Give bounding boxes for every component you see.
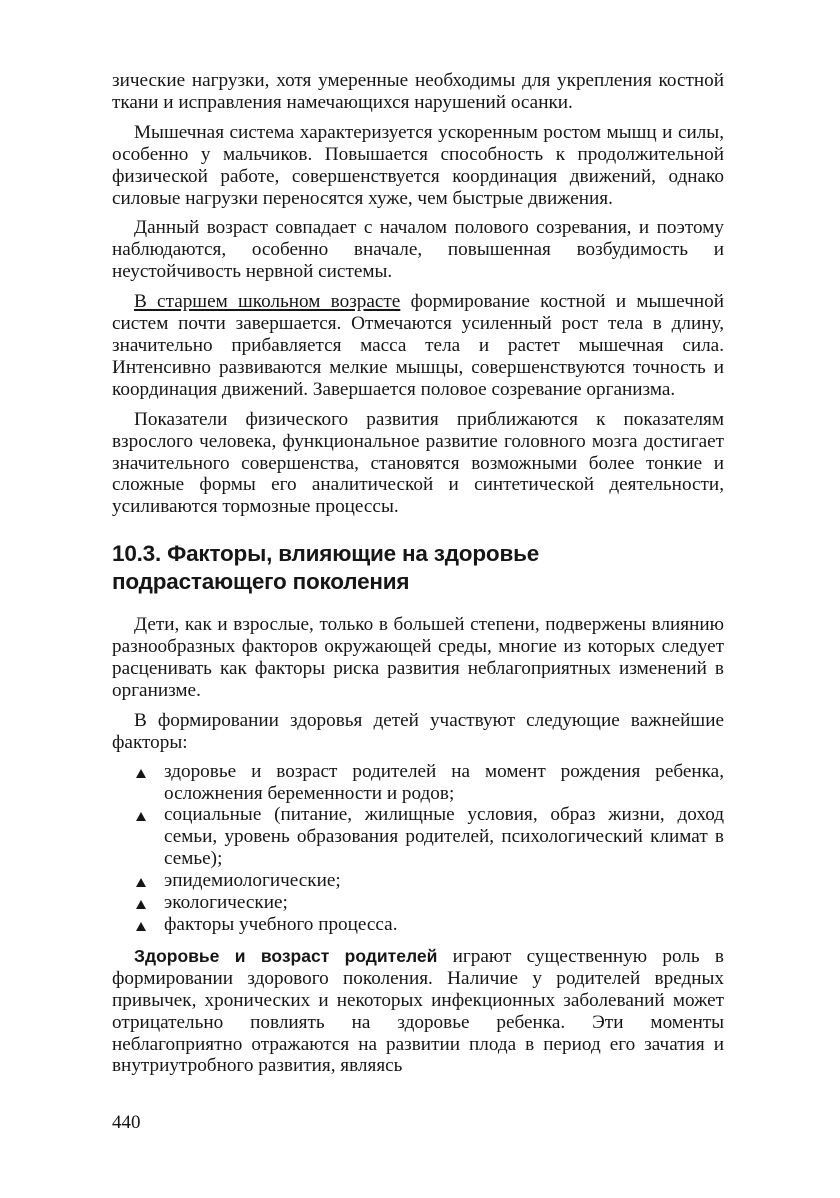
triangle-bullet-icon (136, 878, 146, 887)
heading-line-2: подрастающего поколения (112, 569, 410, 595)
underlined-lead: В старшем школьном возрасте (134, 291, 401, 313)
list-item: экологические; (112, 892, 724, 914)
factors-list (112, 761, 724, 936)
triangle-bullet-icon (136, 812, 146, 821)
page-number: 440 (112, 1112, 141, 1133)
list-item: факторы учебного процесса. (112, 914, 724, 936)
triangle-bullet-icon (136, 769, 146, 778)
section-heading (112, 540, 724, 596)
page-body (112, 70, 724, 1077)
paragraph-factors-intro: В формировании здоровья детей участвуют следующие важнейшие факторы: (112, 709, 724, 753)
triangle-bullet-icon (136, 900, 146, 909)
run-in-heading: Здоровье и возраст родителей (134, 945, 438, 966)
list-item: социальные (питание, жилищные условия, образ жизни, доход семьи, уровень образования родителей, психологический климат в семье); (112, 804, 724, 870)
list-item: эпидемиологические; (112, 870, 724, 892)
paragraph-text: формирование костной и мышечной систем почти завершается. Отмечаются усиленный рост тела в длину, значительно прибавляется масса тела и растет мышечная сила. Интенсивно развиваются мелкие мышцы, совершенствуются точность и координация движений. Завершается половое созревание организма. (112, 291, 724, 400)
paragraph-parents-health (112, 946, 724, 1077)
paragraph-text: играют существенную роль в формировании здорового поколения. Наличие у родителей вредных привычек, хронических и некоторых инфекционных заболеваний может отрицательно повлиять на здоровье ребенка. Эти моменты неблагоприятно отражаются на развитии плода в период его зачатия и внутриутробного развития, являясь (112, 945, 724, 1077)
heading-line-1: 10.3. Факторы, влияющие на здоровье (112, 541, 540, 567)
paragraph-senior-school-age (112, 291, 724, 401)
paragraph-physical-indicators: Показатели физического развития приближаются к показателям взрослого человека, функциональное развитие головного мозга достигает значительного совершенства, становятся возможными более тонкие и сложные формы его аналитической и синтетической деятельности, усиливаются тормозные процессы. (112, 408, 724, 518)
paragraph-muscular-system: Мышечная система характеризуется ускоренным ростом мышц и силы, особенно у мальчиков. Повышается способность к продолжительной физической работе, совершенствуется координация движений, однако силовые нагрузки переносятся хуже, чем быстрые движения. (112, 121, 724, 209)
paragraph-children-factors: Дети, как и взрослые, только в большей степени, подвержены влиянию разнообразных факторов окружающей среды, многие из которых следует расценивать как факторы риска развития неблагоприятных изменений в организме. (112, 614, 724, 701)
triangle-bullet-icon (136, 922, 146, 931)
paragraph-posture: зические нагрузки, хотя умеренные необходимы для укрепления костной ткани и исправления намечающихся нарушений осанки. (112, 70, 724, 113)
list-item: здоровье и возраст родителей на момент рождения ребенка, осложнения беременности и родов; (112, 761, 724, 805)
paragraph-puberty: Данный возраст совпадает с началом полового созревания, и поэтому наблюдаются, особенно вначале, повышенная возбудимость и неустойчивость нервной системы. (112, 217, 724, 283)
